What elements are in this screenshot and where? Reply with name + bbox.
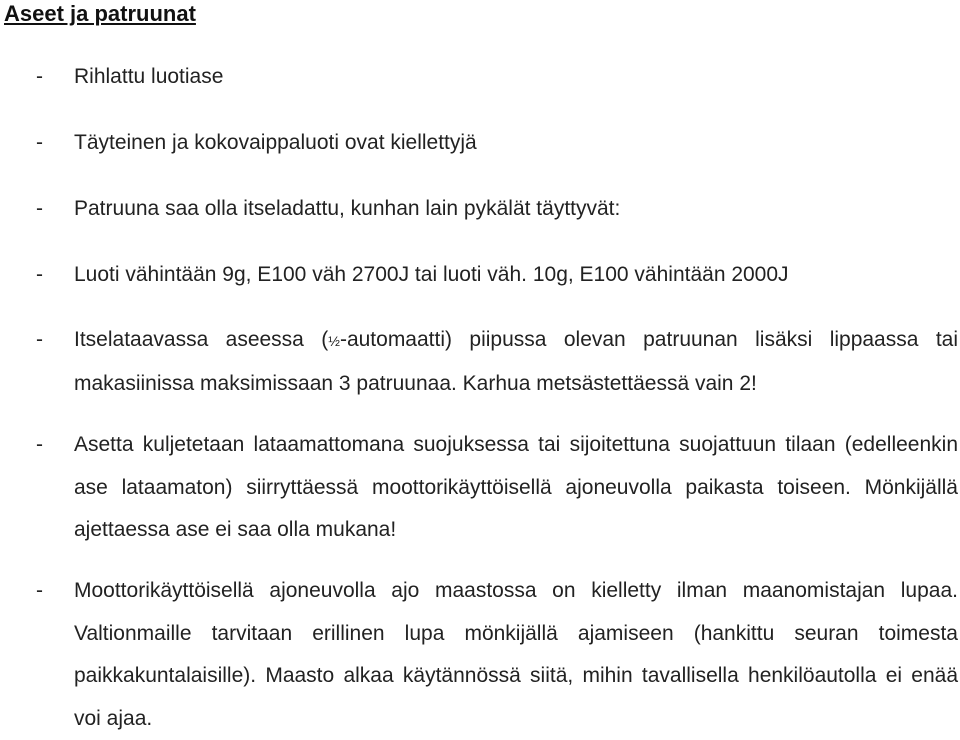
text-after-fraction: -automaatti) piipussa olevan patruunan lisäksi lippaassa tai makasiinissa maksimissaan 3 patruunaa. Karhua metsästettäessä vain 2! (74, 328, 958, 395)
list-item-text: Luoti vähintään 9g, E100 väh 2700J tai luoti väh. 10g, E100 vähintään 2000J (74, 263, 789, 286)
list-item-text: Täyteinen ja kokovaippaluoti ovat kiellettyjä (74, 131, 477, 154)
text-before-fraction: Itselataavassa aseessa ( (74, 328, 329, 351)
list-item-text: Patruuna saa olla itseladattu, kunhan lain pykälät täyttyvät: (74, 197, 621, 220)
bullet-dash: - (36, 433, 43, 456)
list-item-text (74, 319, 958, 405)
bullet-dash: - (36, 65, 43, 88)
list-item-text: Asetta kuljetetaan lataamattomana suojuksessa tai sijoitettuna suojattuun tilaan (edelleenkin ase lataamaton) siirryttäessä moottorikäyttöisellä ajoneuvolla paikasta toiseen. Mönkijällä ajettaessa ase ei saa olla mukana! (74, 433, 958, 541)
bullet-dash: - (36, 328, 43, 351)
page-title: Aseet ja patruunat (4, 1, 196, 26)
bullet-dash: - (36, 197, 43, 220)
fraction-half: ½ (328, 333, 340, 349)
bullet-dash: - (36, 579, 43, 602)
bullet-dash: - (36, 263, 43, 286)
list-item-text: Rihlattu luotiase (74, 65, 224, 88)
list-item-text: Moottorikäyttöisellä ajoneuvolla ajo maastossa on kielletty ilman maanomistajan lupaa. Valtionmaille tarvitaan erillinen lupa mönkijällä ajamiseen (hankittu seuran toimesta paikkakuntalaisille). Maasto alkaa käytännössä siitä, mihin tavallisella henkilöautolla ei enää voi ajaa. (74, 579, 958, 730)
bullet-dash: - (36, 131, 43, 154)
